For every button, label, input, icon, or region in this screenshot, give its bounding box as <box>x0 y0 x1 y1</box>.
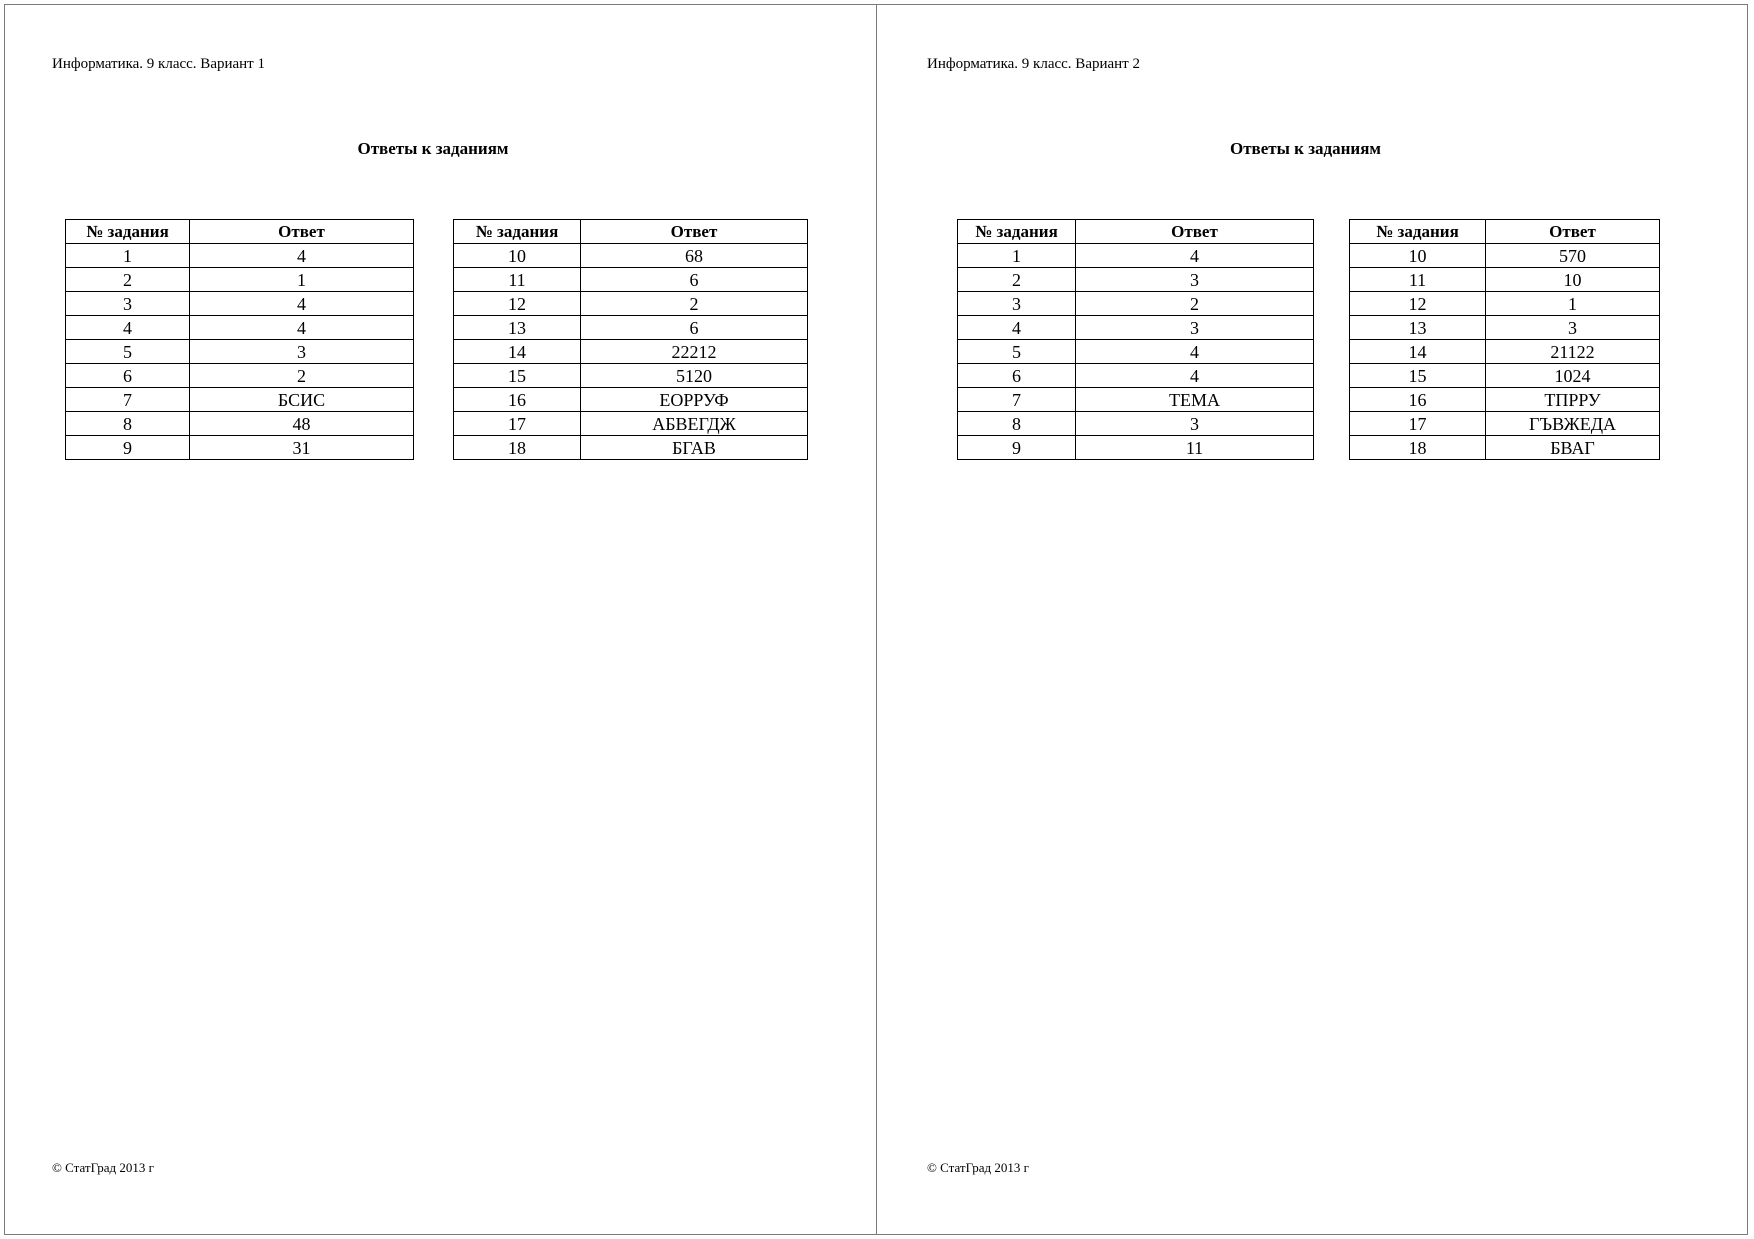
task-answer: 21122 <box>1486 340 1660 364</box>
task-number: 16 <box>1350 388 1486 412</box>
task-number: 6 <box>958 364 1076 388</box>
table-row <box>66 244 414 268</box>
table-row <box>958 244 1314 268</box>
page-title: Ответы к заданиям <box>1229 139 1382 158</box>
table-row <box>66 316 414 340</box>
table-row <box>1350 388 1660 412</box>
task-answer: БСИС <box>190 388 414 412</box>
task-number: 2 <box>958 268 1076 292</box>
task-number: 8 <box>958 412 1076 436</box>
task-number: 3 <box>958 292 1076 316</box>
task-number: 9 <box>958 436 1076 460</box>
table-row <box>1350 340 1660 364</box>
table-row <box>66 412 414 436</box>
table-row <box>66 436 414 460</box>
task-number: 5 <box>958 340 1076 364</box>
task-answer: 4 <box>190 244 414 268</box>
task-answer: 4 <box>1076 364 1314 388</box>
task-number: 14 <box>454 340 581 364</box>
answers-table-2 <box>1349 219 1660 460</box>
task-answer: 4 <box>1076 340 1314 364</box>
table-row <box>958 268 1314 292</box>
task-number: 7 <box>958 388 1076 412</box>
task-answer: 3 <box>1076 316 1314 340</box>
task-answer: 11 <box>1076 436 1314 460</box>
task-number: 15 <box>1350 364 1486 388</box>
task-answer: 570 <box>1486 244 1660 268</box>
task-number: 18 <box>1350 436 1486 460</box>
task-answer: 2 <box>581 292 808 316</box>
task-number: 3 <box>66 292 190 316</box>
answers-table-1 <box>957 219 1314 460</box>
table-row <box>454 292 808 316</box>
table-row <box>66 388 414 412</box>
task-number: 7 <box>66 388 190 412</box>
table-header-row <box>454 220 808 244</box>
answers-table-2 <box>453 219 808 460</box>
page-variant-1 <box>4 4 876 1235</box>
column-header-answer: Ответ <box>581 220 808 244</box>
task-answer: 10 <box>1486 268 1660 292</box>
task-answer: 68 <box>581 244 808 268</box>
table-header-row <box>66 220 414 244</box>
task-number: 11 <box>454 268 581 292</box>
page-title: Ответы к заданиям <box>357 139 509 158</box>
table-row <box>958 364 1314 388</box>
task-number: 5 <box>66 340 190 364</box>
task-answer: 31 <box>190 436 414 460</box>
task-answer: 1 <box>1486 292 1660 316</box>
table-row <box>1350 316 1660 340</box>
task-answer: 2 <box>190 364 414 388</box>
column-header-answer: Ответ <box>190 220 414 244</box>
column-header-answer: Ответ <box>1076 220 1314 244</box>
task-number: 15 <box>454 364 581 388</box>
task-number: 18 <box>454 436 581 460</box>
task-answer: 6 <box>581 268 808 292</box>
task-answer: 4 <box>190 292 414 316</box>
table-row <box>958 340 1314 364</box>
table-row <box>1350 412 1660 436</box>
table-row <box>454 388 808 412</box>
task-answer: АБВЕГДЖ <box>581 412 808 436</box>
table-row <box>454 268 808 292</box>
table-row <box>958 436 1314 460</box>
column-header-answer: Ответ <box>1486 220 1660 244</box>
task-answer: БГАВ <box>581 436 808 460</box>
task-number: 1 <box>66 244 190 268</box>
table-row <box>66 340 414 364</box>
column-header-number: № задания <box>454 220 581 244</box>
task-answer: 48 <box>190 412 414 436</box>
table-row <box>454 436 808 460</box>
table-row <box>454 316 808 340</box>
column-header-number: № задания <box>958 220 1076 244</box>
task-answer: 3 <box>190 340 414 364</box>
table-row <box>66 268 414 292</box>
table-row <box>1350 364 1660 388</box>
task-answer: БВАГ <box>1486 436 1660 460</box>
task-number: 4 <box>958 316 1076 340</box>
task-answer: 6 <box>581 316 808 340</box>
task-answer: ЕОРРУФ <box>581 388 808 412</box>
task-number: 13 <box>1350 316 1486 340</box>
table-row <box>66 364 414 388</box>
task-number: 9 <box>66 436 190 460</box>
task-answer: 3 <box>1076 412 1314 436</box>
task-number: 8 <box>66 412 190 436</box>
table-row <box>958 316 1314 340</box>
task-number: 17 <box>454 412 581 436</box>
task-number: 17 <box>1350 412 1486 436</box>
page-header: Информатика. 9 класс. Вариант 2 <box>927 56 1140 72</box>
table-row <box>454 364 808 388</box>
task-number: 12 <box>1350 292 1486 316</box>
table-header-row <box>958 220 1314 244</box>
task-answer: 2 <box>1076 292 1314 316</box>
answers-table-1 <box>65 219 414 460</box>
task-answer: 4 <box>1076 244 1314 268</box>
table-row <box>1350 436 1660 460</box>
table-row <box>454 244 808 268</box>
task-answer: 3 <box>1076 268 1314 292</box>
table-row <box>958 412 1314 436</box>
task-number: 13 <box>454 316 581 340</box>
table-row <box>1350 268 1660 292</box>
table-header-row <box>1350 220 1660 244</box>
task-answer: 1 <box>190 268 414 292</box>
page-footer-copyright: © СтатГрад 2013 г <box>927 1160 1029 1175</box>
table-row <box>958 388 1314 412</box>
task-number: 1 <box>958 244 1076 268</box>
column-header-number: № задания <box>1350 220 1486 244</box>
task-answer: ГЪВЖЕДА <box>1486 412 1660 436</box>
task-number: 6 <box>66 364 190 388</box>
table-row <box>454 340 808 364</box>
task-number: 10 <box>1350 244 1486 268</box>
task-answer: 22212 <box>581 340 808 364</box>
table-row <box>454 412 808 436</box>
task-number: 14 <box>1350 340 1486 364</box>
task-number: 16 <box>454 388 581 412</box>
table-row <box>1350 292 1660 316</box>
task-answer: ТПРРУ <box>1486 388 1660 412</box>
page-footer-copyright: © СтатГрад 2013 г <box>52 1160 154 1175</box>
column-header-number: № задания <box>66 220 190 244</box>
task-number: 2 <box>66 268 190 292</box>
task-number: 12 <box>454 292 581 316</box>
table-row <box>66 292 414 316</box>
task-answer: ТЕМА <box>1076 388 1314 412</box>
page-variant-2 <box>877 4 1748 1235</box>
task-answer: 3 <box>1486 316 1660 340</box>
table-row <box>958 292 1314 316</box>
table-row <box>1350 244 1660 268</box>
task-number: 10 <box>454 244 581 268</box>
page-header: Информатика. 9 класс. Вариант 1 <box>52 56 265 72</box>
task-answer: 4 <box>190 316 414 340</box>
task-answer: 5120 <box>581 364 808 388</box>
task-number: 11 <box>1350 268 1486 292</box>
task-answer: 1024 <box>1486 364 1660 388</box>
task-number: 4 <box>66 316 190 340</box>
